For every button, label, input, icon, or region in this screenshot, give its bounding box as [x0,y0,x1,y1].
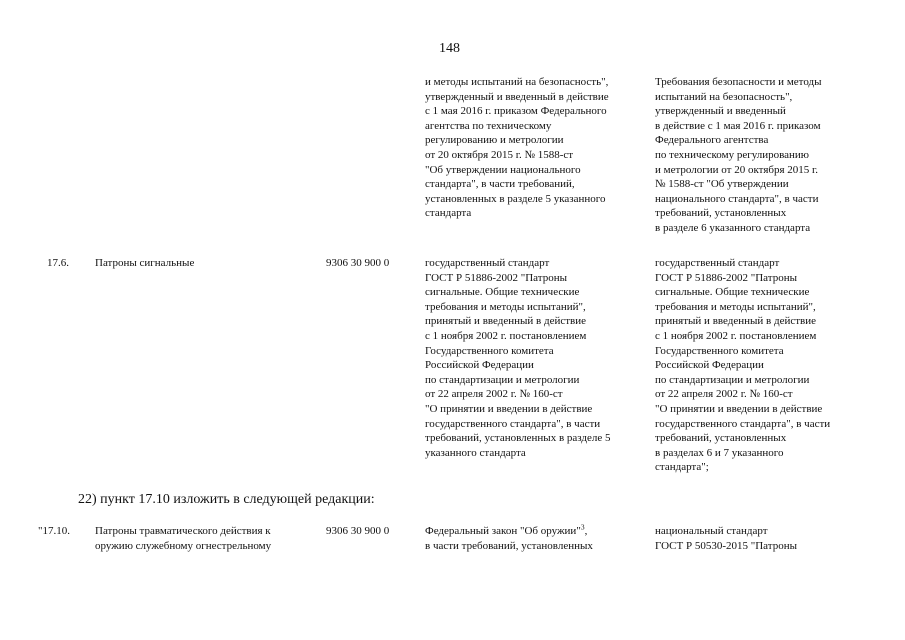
row-17-10-code: 9306 30 900 0 [326,525,390,537]
row-17-6-name: Патроны сигнальные [95,257,195,269]
row-17-6-col4: государственный стандарт ГОСТ Р 51886-2002 "Патроны сигнальные. Общие технические требования и методы испытаний", принятый и введенный в действие с 1 ноября 2002 г. постановлением Государственного комитета Российской Федерации по стандартизации и метрологии от 22 апреля 2002 г. № 160-ст "О принятии и введении в действие государственного стандарта", в части требований, установленных в разделе 5 указанного стандарта [425,257,611,459]
page-number: 148 [439,41,460,56]
row-17-10-number: "17.10. [38,525,70,537]
footnote-marker: 3 [580,522,585,532]
row-17-6-code: 9306 30 900 0 [326,257,390,269]
continuation-col5: Требования безопасности и методы испытаний на безопасность", утвержденный и введенный в действие с 1 мая 2016 г. приказом Федерального агентства по техническому регулированию и метрологии от 20 октября 2015 г. № 1588-ст "Об утверждении национального стандарта", в части требований, установленных в разделе 6 указанного стандарта [655,76,822,234]
row-17-10-col5: национальный стандарт ГОСТ Р 50530-2015 "Патроны [655,525,798,552]
continuation-col4: и методы испытаний на безопасность", утвержденный и введенный в действие с 1 мая 2016 г. приказом Федерального агентства по техническому регулированию и метрологии от 20 октября 2015 г. № 1588-ст "Об утверждении национального стандарта", в части требований, установленных в разделе 5 указанного стандарта [425,76,609,220]
row-17-10-col4 [425,524,593,553]
row-17-6-number: 17.6. [47,257,69,269]
instruction-text: 22) пункт 17.10 изложить в следующей редакции: [78,492,375,507]
row-17-6-col5: государственный стандарт ГОСТ Р 51886-2002 "Патроны сигнальные. Общие технические требования и методы испытаний", принятый и введенный в действие с 1 ноября 2002 г. постановлением Государственного комитета Российской Федерации по стандартизации и метрологии от 22 апреля 2002 г. № 160-ст "О принятии и введении в действие государственного стандарта", в части требований, установленных в разделах 6 и 7 указанного стандарта"; [655,257,831,474]
row-17-10-name: Патроны травматического действия к оружию служебному огнестрельному [95,525,272,552]
row-17-10-col4-rest: , в части требований, установленных [425,525,593,552]
row-17-10-col4-text: Федеральный закон "Об оружии" [425,525,581,537]
